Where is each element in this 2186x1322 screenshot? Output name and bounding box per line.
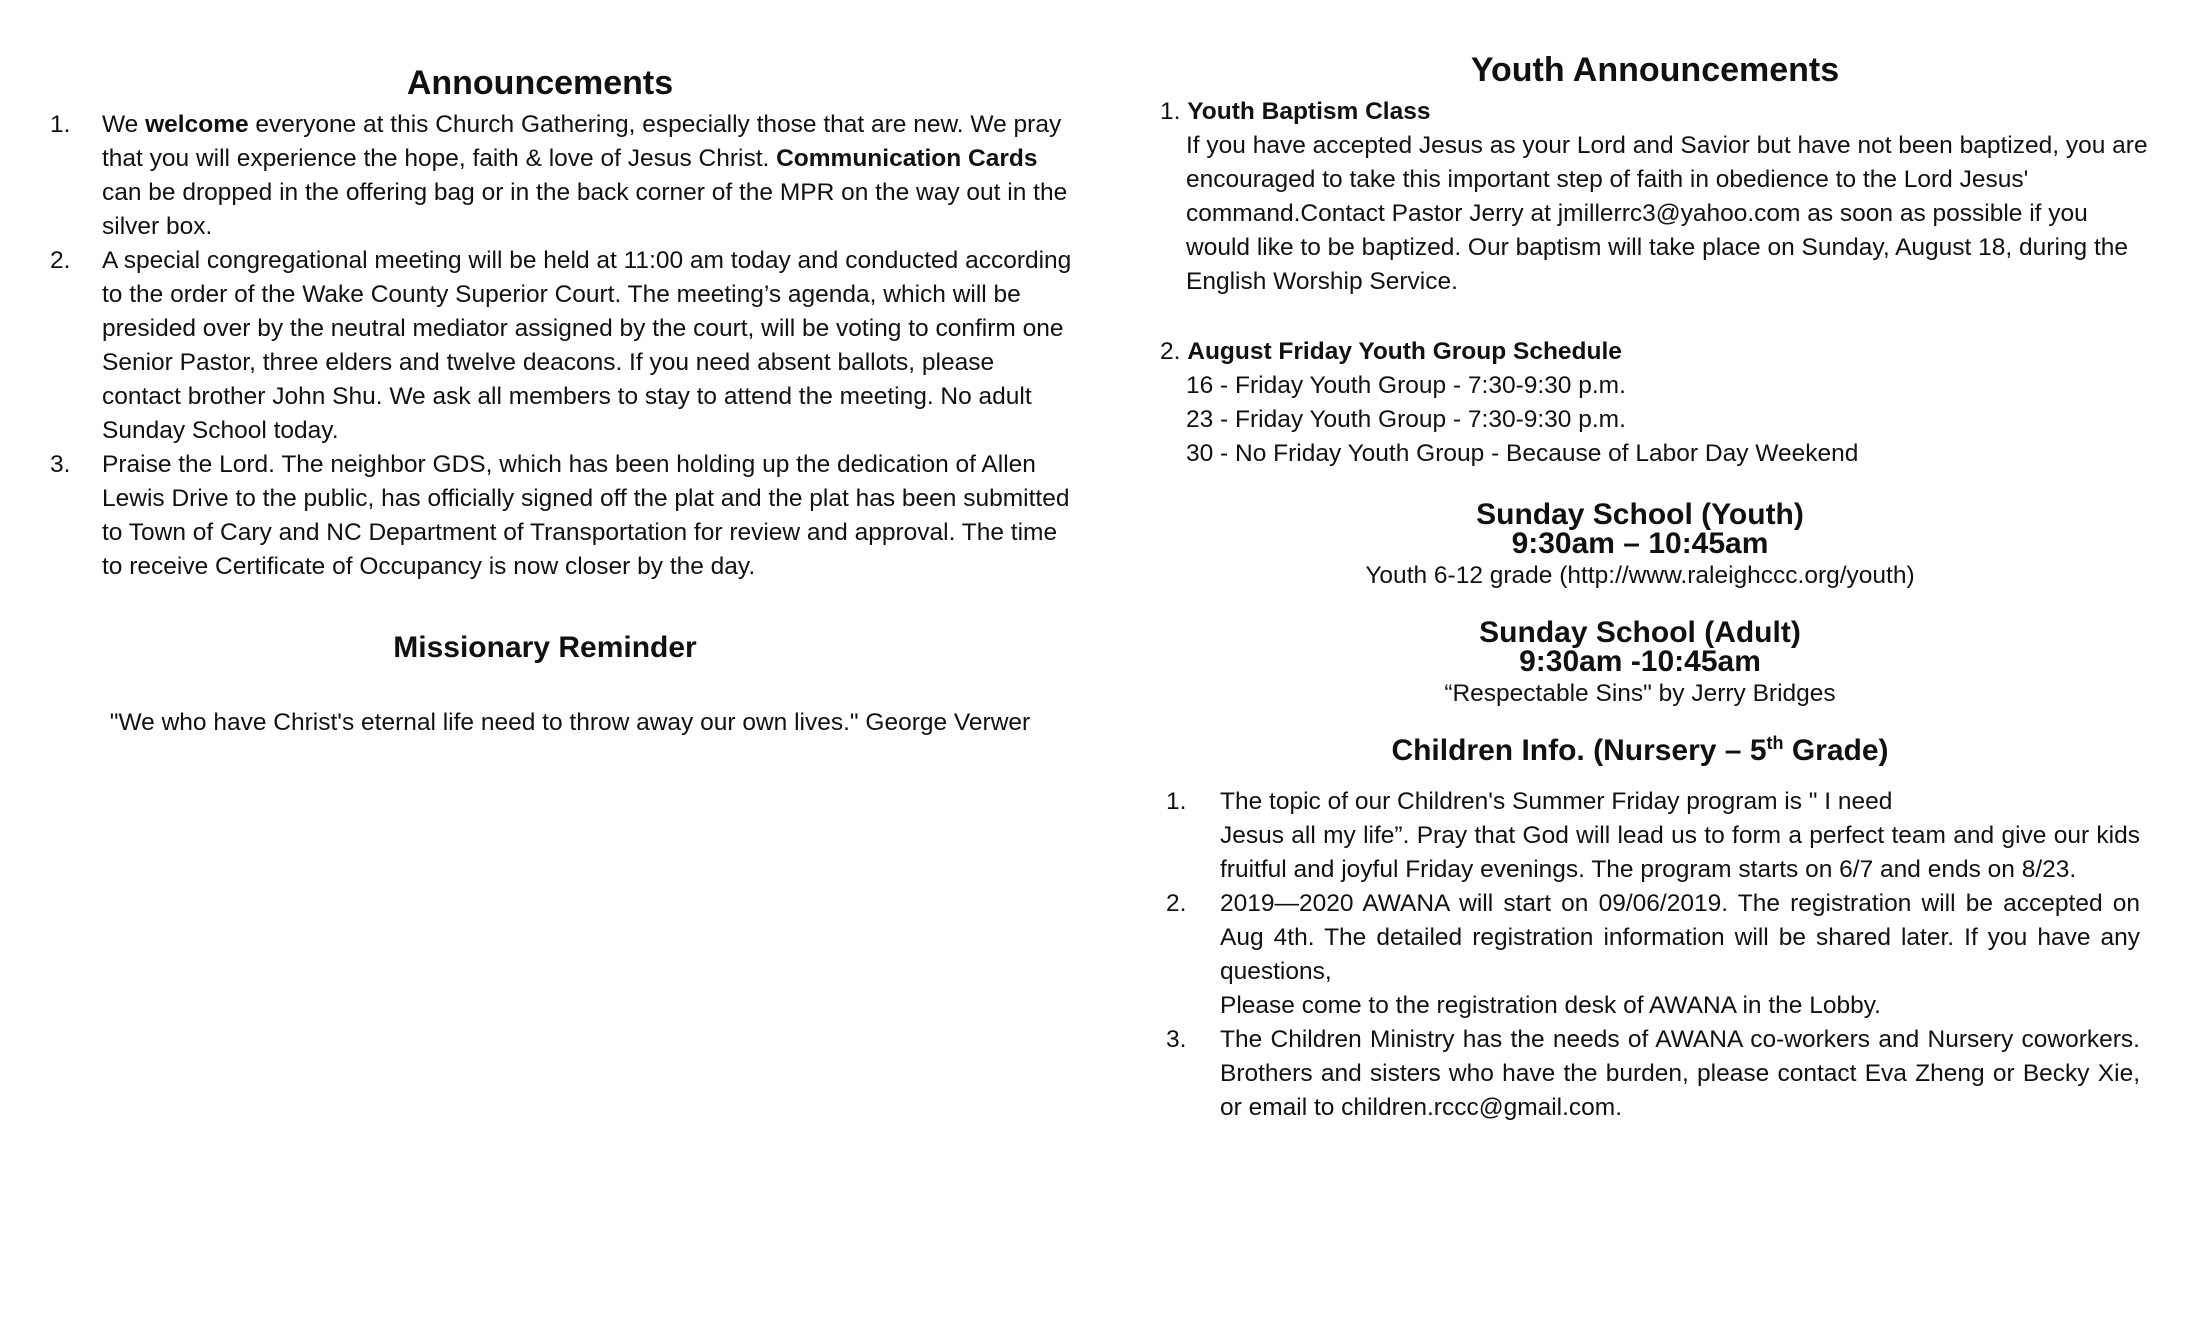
list-item <box>1160 887 2140 1023</box>
list-item <box>1160 1023 2140 1125</box>
item-number: 2. <box>1160 338 1181 365</box>
item-text: Praise the Lord. The neighbor GDS, which has been holding up the dedication of Allen Lewis Drive to the public, has officially signed off the plat and the plat has been submitted to Town of Cary and NC Department of Transportation for review and approval. The time to receive Certificate of Occupancy is now closer by the day. <box>102 451 1070 580</box>
sunday-school-adult-time: 9:30am -10:45am <box>1519 645 1761 678</box>
left-column <box>40 58 1070 740</box>
sunday-school-youth-time: 9:30am – 10:45am <box>1511 527 1769 560</box>
item-text-first: The topic of our Children's Summer Friday program is " I need <box>1220 788 1893 815</box>
item-number: 2. <box>1166 890 1187 917</box>
children-info-title <box>1140 723 2140 771</box>
item-number: 3. <box>50 451 71 478</box>
sunday-school-youth <box>1140 498 2140 593</box>
youth-announcements-title: Youth Announcements <box>1470 51 1840 89</box>
list-item <box>1160 785 2140 887</box>
item-text-rest: Jesus all my life”. Pray that God will lead us to form a perfect team and give our kids fruitful and joyful Friday evenings. The program starts on 6/7 and ends on 8/23. <box>1220 822 2140 883</box>
sunday-school-adult-title: Sunday School (Adult) <box>1479 616 1801 649</box>
spacer <box>1160 299 2150 335</box>
missionary-quote: "We who have Christ's eternal life need to throw away our own lives." George Verwer <box>109 709 1031 736</box>
item-text-rest: Please come to the registration desk of AWANA in the Lobby. <box>1220 992 1881 1019</box>
item-number: 1. <box>1166 788 1187 815</box>
announcements-title: Announcements <box>406 64 674 102</box>
youth-baptism-text: If you have accepted Jesus as your Lord and Savior but have not been baptized, you are encouraged to take this important step of faith in obedience to the Lord Jesus' command.Contact Pastor Jerry at jmillerrc3@yahoo.com as soon as possible if you would like to be baptized. Our baptism will take place on Sunday, August 18, during the English Worship Service. <box>1186 132 2148 295</box>
missionary-reminder-title: Missionary Reminder <box>393 631 697 664</box>
item-text-post: can be dropped in the offering bag or in the back corner of the MPR on the way out in the silver box. <box>102 179 1068 240</box>
youth-baptism-block <box>1160 95 2150 299</box>
youth-item-heading <box>1160 335 2150 369</box>
list-item <box>40 448 1072 584</box>
children-info-list <box>1160 785 2150 1125</box>
list-item <box>40 108 1072 244</box>
sunday-school-adult <box>1140 616 2140 711</box>
sunday-school-youth-subtitle: Youth 6-12 grade (http://www.raleighccc.org/youth) <box>1365 562 1915 589</box>
schedule-line: 23 - Friday Youth Group - 7:30-9:30 p.m. <box>1186 406 1626 433</box>
welcome-emphasis: welcome <box>145 111 249 138</box>
item-number: 3. <box>1166 1026 1187 1053</box>
youth-baptism-heading: Youth Baptism Class <box>1187 98 1431 125</box>
item-text-first: 2019—2020 AWANA will start on 09/06/2019. The registration will be accepted on Aug 4th. The detailed registration information will be shared later. If you have any questions, <box>1220 890 2140 985</box>
children-title-text: Children Info. (Nursery – 5 <box>1391 734 1767 767</box>
children-title-suffix: Grade) <box>1783 734 1889 767</box>
announcements-list <box>40 108 1070 584</box>
communication-cards-emphasis: Communication Cards <box>776 145 1038 172</box>
youth-schedule-block <box>1160 335 2150 471</box>
item-text: A special congregational meeting will be held at 11:00 am today and conducted according to the order of the Wake County Superior Court. The meeting’s agenda, which will be presided over by the neutral mediator assigned by the court, will be voting to confirm one Senior Pastor, three elders and twelve deacons. If you need absent ballots, please contact brother John Shu. We ask all members to stay to attend the meeting. No adult Sunday School today. <box>102 247 1072 444</box>
item-text-first: The Children Ministry has the needs of AWANA co-workers and Nursery coworkers. Brothers and sisters who have the burden, please contact Eva Zheng or Becky Xie, or email to children.rccc@gmail.com. <box>1220 1026 2140 1121</box>
item-number: 1. <box>50 111 71 138</box>
schedule-line: 16 - Friday Youth Group - 7:30-9:30 p.m. <box>1186 372 1626 399</box>
youth-item-heading <box>1160 95 2150 129</box>
sunday-school-youth-title: Sunday School (Youth) <box>1476 498 1804 531</box>
youth-schedule-heading: August Friday Youth Group Schedule <box>1187 338 1622 365</box>
sunday-school-adult-subtitle: “Respectable Sins" by Jerry Bridges <box>1444 680 1836 707</box>
list-item <box>40 244 1072 448</box>
item-text-pre: We <box>102 111 146 138</box>
children-title-superscript: th <box>1766 733 1784 753</box>
item-number: 2. <box>50 247 71 274</box>
schedule-line: 30 - No Friday Youth Group - Because of Labor Day Weekend <box>1186 440 1859 467</box>
item-number: 1. <box>1160 98 1181 125</box>
right-column <box>1160 45 2150 1125</box>
item-text-mid: everyone at this Church Gathering, especially those that are new. We pray that you will experience the hope, faith & love of Jesus Christ. <box>102 111 1062 172</box>
